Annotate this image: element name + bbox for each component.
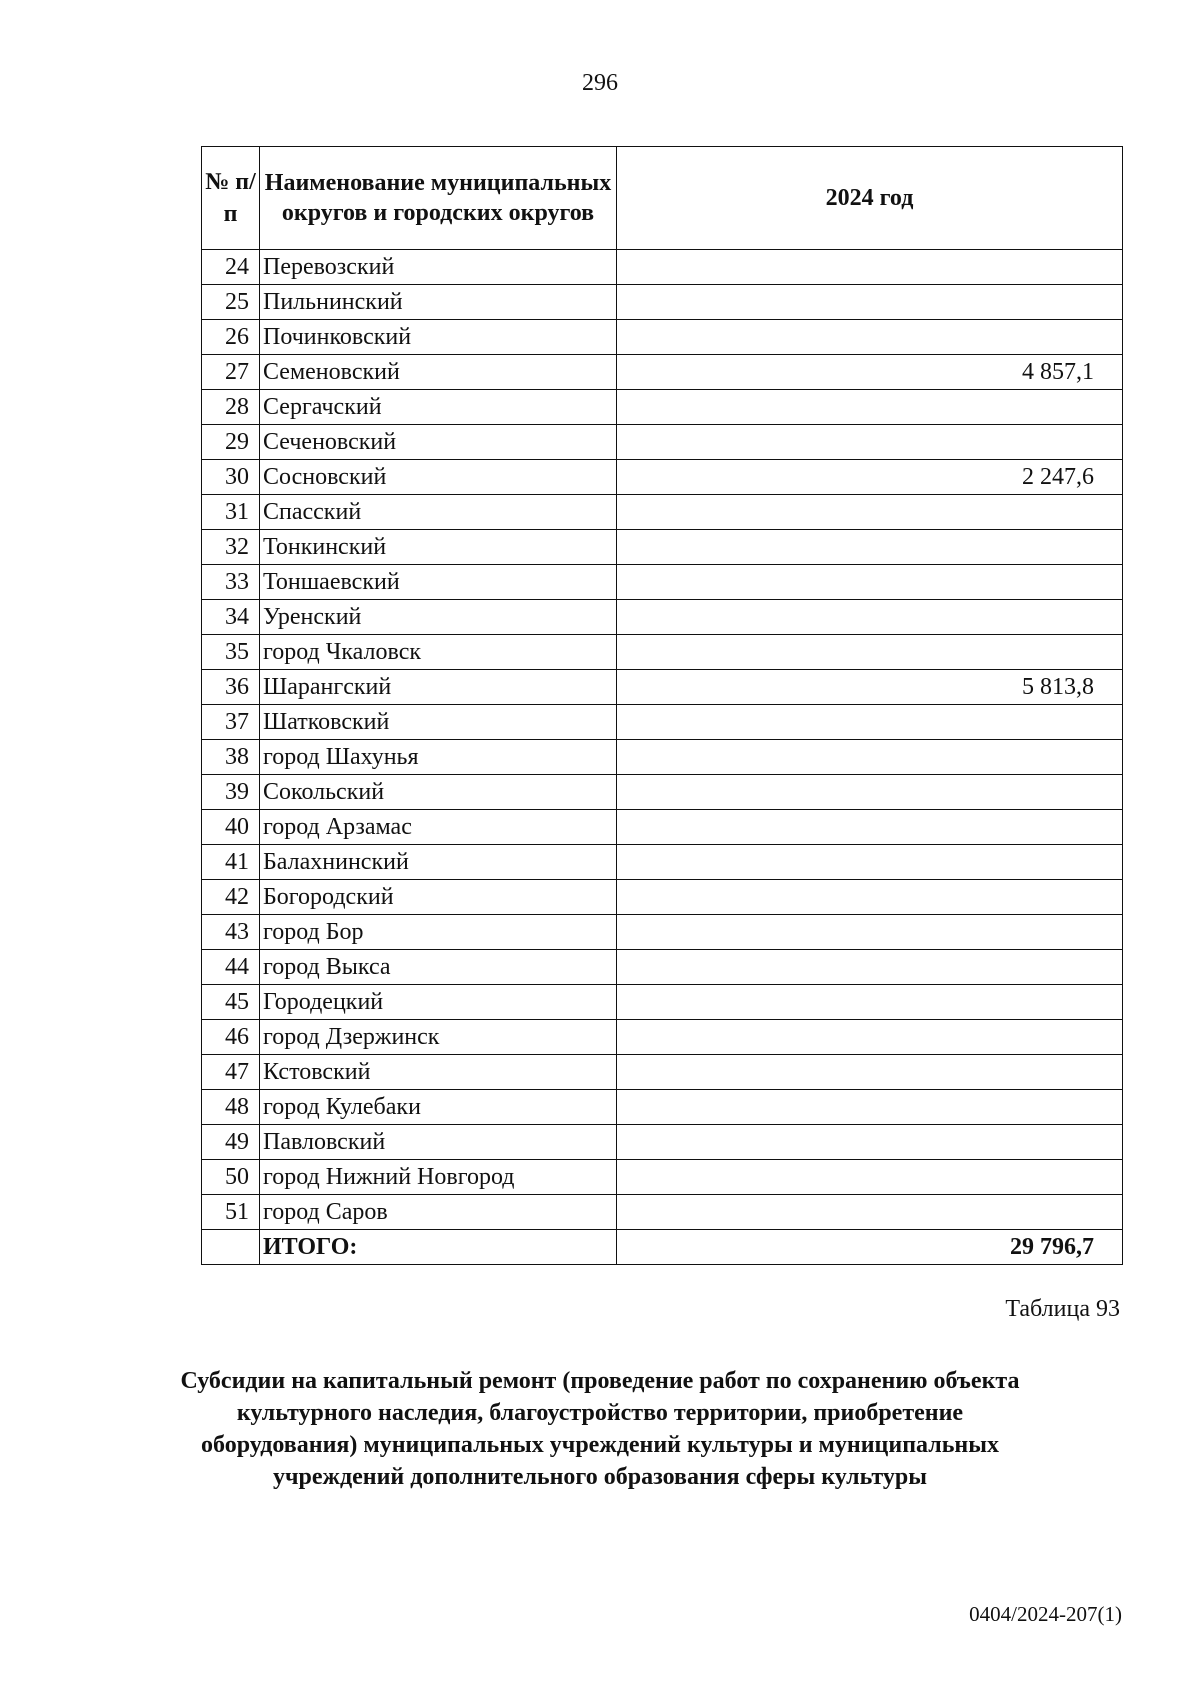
row-value	[617, 705, 1123, 740]
table-row	[202, 285, 1123, 320]
row-name: город Нижний Новгород	[260, 1160, 617, 1195]
row-name: Шарангский	[260, 670, 617, 705]
row-name: Семеновский	[260, 355, 617, 390]
row-number: 33	[202, 565, 260, 600]
row-number: 32	[202, 530, 260, 565]
row-number: 41	[202, 845, 260, 880]
document-title: Субсидии на капитальный ремонт (проведение работ по сохранению объекта культурного наследия, благоустройство территории, приобретение оборудования) муниципальных учреждений культуры и муниципальных учреждений дополнительного образования сферы культуры	[180, 1368, 1020, 1490]
row-value	[617, 600, 1123, 635]
table-row	[202, 495, 1123, 530]
row-value	[617, 775, 1123, 810]
row-number: 38	[202, 740, 260, 775]
table-row	[202, 355, 1123, 390]
row-name: Пильнинский	[260, 285, 617, 320]
table-row	[202, 845, 1123, 880]
table-row	[202, 1160, 1123, 1195]
row-value	[617, 1020, 1123, 1055]
total-label: ИТОГО:	[260, 1230, 617, 1265]
total-value: 29 796,7	[617, 1230, 1123, 1265]
row-number: 29	[202, 425, 260, 460]
row-value	[617, 845, 1123, 880]
header-year: 2024 год	[617, 147, 1123, 250]
row-name: Починковский	[260, 320, 617, 355]
row-number: 48	[202, 1090, 260, 1125]
row-value	[617, 285, 1123, 320]
table-row	[202, 1125, 1123, 1160]
table-row	[202, 1090, 1123, 1125]
page-number: 296	[582, 70, 618, 96]
table-row	[202, 915, 1123, 950]
row-name: Сокольский	[260, 775, 617, 810]
row-value	[617, 530, 1123, 565]
row-value	[617, 390, 1123, 425]
row-number: 39	[202, 775, 260, 810]
row-value	[617, 495, 1123, 530]
row-value: 2 247,6	[617, 460, 1123, 495]
table-caption: Таблица 93	[1005, 1296, 1120, 1322]
row-name: Городецкий	[260, 985, 617, 1020]
table-row	[202, 670, 1123, 705]
row-number: 51	[202, 1195, 260, 1230]
table-row	[202, 740, 1123, 775]
row-name: Сосновский	[260, 460, 617, 495]
row-value	[617, 1125, 1123, 1160]
table-row	[202, 320, 1123, 355]
row-number: 44	[202, 950, 260, 985]
row-number: 36	[202, 670, 260, 705]
row-value	[617, 810, 1123, 845]
row-name: Тонкинский	[260, 530, 617, 565]
row-name: Сеченовский	[260, 425, 617, 460]
row-value: 5 813,8	[617, 670, 1123, 705]
row-value: 4 857,1	[617, 355, 1123, 390]
row-name: город Выкса	[260, 950, 617, 985]
row-name: Богородский	[260, 880, 617, 915]
row-name: Кстовский	[260, 1055, 617, 1090]
table-row	[202, 390, 1123, 425]
row-number: 50	[202, 1160, 260, 1195]
table-header-row	[202, 147, 1123, 250]
row-name: город Бор	[260, 915, 617, 950]
row-name: Сергачский	[260, 390, 617, 425]
row-value	[617, 915, 1123, 950]
row-value	[617, 250, 1123, 285]
header-number: № п/п	[202, 147, 260, 250]
row-value	[617, 1195, 1123, 1230]
table-row	[202, 1195, 1123, 1230]
row-number: 47	[202, 1055, 260, 1090]
row-name: город Саров	[260, 1195, 617, 1230]
row-value	[617, 320, 1123, 355]
row-number: 49	[202, 1125, 260, 1160]
table-row	[202, 810, 1123, 845]
row-name: Уренский	[260, 600, 617, 635]
row-name: Шатковский	[260, 705, 617, 740]
row-name: Перевозский	[260, 250, 617, 285]
row-number: 42	[202, 880, 260, 915]
row-value	[617, 880, 1123, 915]
row-name: город Шахунья	[260, 740, 617, 775]
row-number: 27	[202, 355, 260, 390]
table-row	[202, 985, 1123, 1020]
table-row	[202, 530, 1123, 565]
row-number: 43	[202, 915, 260, 950]
row-value	[617, 1055, 1123, 1090]
row-number: 35	[202, 635, 260, 670]
row-name: Павловский	[260, 1125, 617, 1160]
table-row	[202, 460, 1123, 495]
row-name: город Арзамас	[260, 810, 617, 845]
row-number: 28	[202, 390, 260, 425]
row-number: 26	[202, 320, 260, 355]
row-name: Балахнинский	[260, 845, 617, 880]
table-row	[202, 1055, 1123, 1090]
table-row	[202, 425, 1123, 460]
table-row	[202, 705, 1123, 740]
row-number: 45	[202, 985, 260, 1020]
row-value	[617, 565, 1123, 600]
row-value	[617, 635, 1123, 670]
total-number-cell	[202, 1230, 260, 1265]
table-body	[202, 250, 1123, 1265]
row-number: 24	[202, 250, 260, 285]
row-value	[617, 1090, 1123, 1125]
table-row	[202, 635, 1123, 670]
row-value	[617, 985, 1123, 1020]
header-name: Наименование муниципальных округов и городских округов	[260, 147, 617, 250]
table-row	[202, 880, 1123, 915]
row-number: 30	[202, 460, 260, 495]
row-value	[617, 1160, 1123, 1195]
row-number: 46	[202, 1020, 260, 1055]
row-name: город Кулебаки	[260, 1090, 617, 1125]
row-value	[617, 740, 1123, 775]
subsidy-table	[201, 146, 1123, 1265]
table-row	[202, 600, 1123, 635]
table-row	[202, 950, 1123, 985]
row-value	[617, 950, 1123, 985]
row-name: Спасский	[260, 495, 617, 530]
total-row	[202, 1230, 1123, 1265]
table-row	[202, 250, 1123, 285]
row-number: 37	[202, 705, 260, 740]
row-number: 25	[202, 285, 260, 320]
row-name: Тоншаевский	[260, 565, 617, 600]
row-name: город Дзержинск	[260, 1020, 617, 1055]
row-number: 40	[202, 810, 260, 845]
table-row	[202, 775, 1123, 810]
row-value	[617, 425, 1123, 460]
row-number: 31	[202, 495, 260, 530]
table-row	[202, 565, 1123, 600]
row-name: город Чкаловск	[260, 635, 617, 670]
row-number: 34	[202, 600, 260, 635]
document-code: 0404/2024-207(1)	[969, 1602, 1122, 1626]
table-row	[202, 1020, 1123, 1055]
